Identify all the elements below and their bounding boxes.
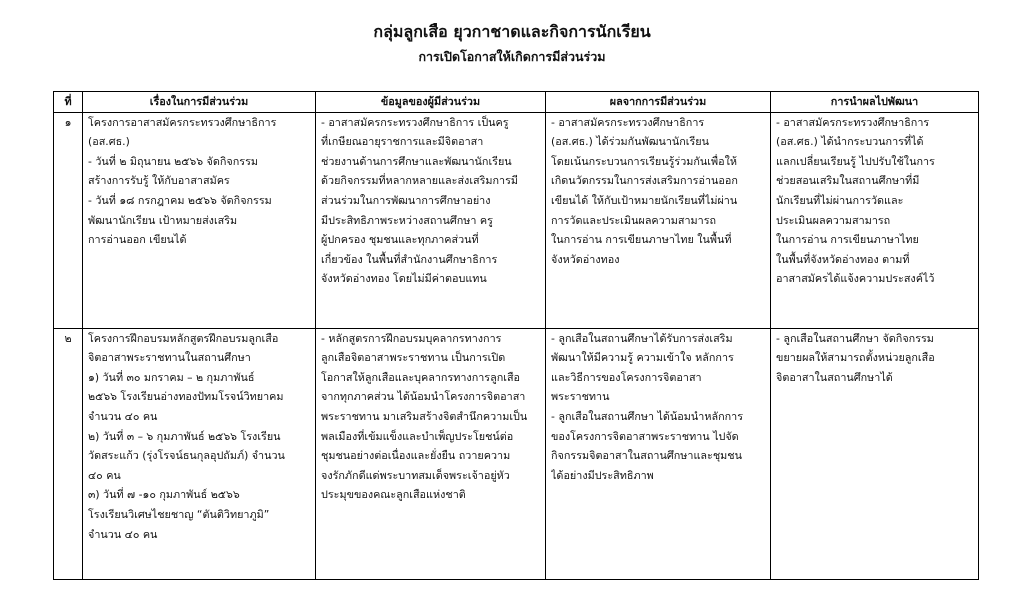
cell-line: ลูกเสือจิตอาสาพระราชทาน เป็นการเปิด: [321, 351, 506, 365]
cell-line: ชุมชนอย่างต่อเนื่องและยั่งยืน ถวายความ: [321, 449, 511, 463]
row-number: ๑: [54, 112, 83, 328]
cell-line: มีประสิทธิภาพระหว่างสถานศึกษา ครู: [321, 213, 493, 227]
header-participant-info: ข้อมูลของผู้มีส่วนร่วม: [316, 92, 546, 113]
cell-line: และวิธีการของโครงการจิตอาสา: [551, 370, 702, 384]
cell-line: จำนวน ๔๐ คน: [88, 409, 158, 423]
cell-line: ด้วยกิจกรรมที่หลากหลายและส่งเสริมการมี: [321, 174, 519, 188]
cell-participant-info: [316, 328, 546, 579]
header-development: การนำผลไปพัฒนา: [771, 92, 979, 113]
cell-line: เกิดนวัตกรรมในการส่งเสริมการอ่านออก: [551, 174, 738, 188]
header-result: ผลจากการมีส่วนร่วม: [546, 92, 771, 113]
cell-line: ผู้ปกครอง ชุมชนและทุกภาคส่วนที่: [321, 233, 479, 247]
table-row: [54, 112, 979, 328]
cell-line: สร้างการรับรู้ ให้กับอาสาสมัคร: [88, 174, 230, 188]
cell-line: เขียนได้ ให้กับเป้าหมายนักเรียนที่ไม่ผ่าน: [551, 193, 738, 207]
cell-line: พัฒนานักเรียน เป้าหมายส่งเสริม: [88, 213, 238, 227]
participation-table: [53, 91, 979, 580]
cell-line: กิจกรรมจิตอาสาในสถานศึกษาและชุมชน: [551, 449, 742, 463]
page-subtitle: การเปิดโอกาสให้เกิดการมีส่วนร่วม: [418, 49, 606, 64]
cell-line: - อาสาสมัครกระทรวงศึกษาธิการ เป็นครู: [321, 115, 509, 129]
cell-development: [771, 328, 979, 579]
cell-line: - หลักสูตรการฝึกอบรมบุคลากรทางการ: [321, 331, 502, 345]
cell-line: เกี่ยวข้อง ในพื้นที่สำนักงานศึกษาธิการ: [321, 252, 498, 266]
cell-line: จิตอาสาพระราชทานในสถานศึกษา: [88, 351, 251, 365]
cell-line: โครงการอาสาสมัครกระทรวงศึกษาธิการ: [88, 115, 277, 129]
cell-line: การวัดและประเมินผลความสามารถ: [551, 213, 717, 227]
cell-line: พระราชทาน มาเสริมสร้างจิตสำนึกความเป็น: [321, 409, 528, 423]
header-topic: เรื่องในการมีส่วนร่วม: [83, 92, 316, 113]
cell-line: - ลูกเสือในสถานศึกษา ได้น้อมนำหลักการ: [551, 409, 744, 423]
cell-line: ๒๕๖๖ โรงเรียนอ่างทองปัทมโรจน์วิทยาคม: [88, 390, 284, 404]
cell-result: [546, 112, 771, 328]
cell-line: พลเมืองที่เข้มแข็งและบำเพ็ญประโยชน์ต่อ: [321, 429, 514, 443]
page-title: กลุ่มลูกเสือ ยุวกาชาดและกิจการนักเรียน: [373, 22, 651, 41]
cell-line: - อาสาสมัครกระทรวงศึกษาธิการ: [776, 115, 930, 129]
cell-line: - วันที่ ๒ มิถุนายน ๒๕๖๖ จัดกิจกรรม: [88, 154, 258, 168]
cell-line: ช่วยสอนเสริมในสถานศึกษาที่มี: [776, 174, 920, 188]
cell-line: - วันที่ ๑๘ กรกฎาคม ๒๕๖๖ จัดกิจกรรม: [88, 193, 272, 207]
row-number: ๒: [54, 328, 83, 579]
cell-line: พระราชทาน: [551, 390, 610, 404]
cell-topic: [83, 328, 316, 579]
cell-result: [546, 328, 771, 579]
cell-line: ประมุขของคณะลูกเสือแห่งชาติ: [321, 488, 466, 502]
cell-line: ในพื้นที่จังหวัดอ่างทอง ตามที่: [776, 252, 910, 266]
cell-line: ๒) วันที่ ๓ – ๖ กุมภาพันธ์ ๒๕๖๖ โรงเรียน: [88, 429, 281, 443]
table-row: [54, 328, 979, 579]
cell-line: ๑) วันที่ ๓๐ มกราคม – ๒ กุมภาพันธ์: [88, 370, 255, 384]
cell-line: จิตอาสาในสถานศึกษาได้: [776, 370, 893, 384]
cell-line: โครงการฝึกอบรมหลักสูตรฝึกอบรมลูกเสือ: [88, 331, 279, 345]
cell-line: ของโครงการจิตอาสาพระราชทาน ไปจัด: [551, 429, 739, 443]
cell-line: ส่วนร่วมในการพัฒนาการศึกษาอย่าง: [321, 193, 491, 207]
cell-line: ได้อย่างมีประสิทธิภาพ: [551, 468, 654, 482]
cell-participant-info: [316, 112, 546, 328]
cell-line: การอ่านออก เขียนได้: [88, 233, 187, 247]
cell-line: วัดสระแก้ว (รุ่งโรจน์ธนกุลอุปถัมภ์) จำนวน: [88, 449, 285, 463]
cell-line: ช่วยงานด้านการศึกษาและพัฒนานักเรียน: [321, 154, 512, 168]
cell-line: จังหวัดอ่างทอง โดยไม่มีค่าตอบแทน: [321, 272, 487, 286]
cell-line: - ลูกเสือในสถานศึกษาได้รับการส่งเสริม: [551, 331, 733, 345]
cell-line: (อส.ศธ.) ได้นำกระบวนการที่ได้: [776, 135, 924, 149]
cell-line: ที่เกษียณอายุราชการและมีจิตอาสา: [321, 135, 484, 149]
cell-line: จำนวน ๔๐ คน: [88, 527, 158, 541]
cell-line: โรงเรียนวิเศษไชยชาญ “ตันติวิทยาภูมิ”: [88, 507, 270, 521]
header-number: ที่: [54, 92, 83, 113]
cell-line: ในการอ่าน การเขียนภาษาไทย: [776, 233, 919, 247]
cell-line: ประเมินผลความสามารถ: [776, 213, 891, 227]
cell-line: แลกเปลี่ยนเรียนรู้ ไปปรับใช้ในการ: [776, 154, 935, 168]
cell-line: ๔๐ คน: [88, 468, 121, 482]
cell-line: นักเรียนที่ไม่ผ่านการวัดและ: [776, 193, 904, 207]
cell-line: - ลูกเสือในสถานศึกษา จัดกิจกรรม: [776, 331, 934, 345]
cell-line: (อส.ศธ.): [88, 135, 130, 149]
cell-line: อาสาสมัครได้แจ้งความประสงค์ไว้: [776, 272, 935, 286]
cell-line: พัฒนาให้มีความรู้ ความเข้าใจ หลักการ: [551, 351, 734, 365]
cell-line: ๓) วันที่ ๗ -๑๐ กุมภาพันธ์ ๒๕๖๖: [88, 488, 240, 502]
cell-topic: [83, 112, 316, 328]
cell-line: จังหวัดอ่างทอง: [551, 252, 620, 266]
cell-line: จงรักภักดีแด่พระบาทสมเด็จพระเจ้าอยู่หัว: [321, 468, 510, 482]
cell-line: (อส.ศธ.) ได้ร่วมกันพัฒนานักเรียน: [551, 135, 710, 149]
cell-line: - อาสาสมัครกระทรวงศึกษาธิการ: [551, 115, 705, 129]
cell-line: โอกาสให้ลูกเสือและบุคลากรทางการลูกเสือ: [321, 370, 521, 384]
cell-line: ขยายผลให้สามารถตั้งหน่วยลูกเสือ: [776, 351, 935, 365]
table-header-row: [54, 92, 979, 113]
cell-line: โดยเน้นกระบวนการเรียนรู้ร่วมกันเพื่อให้: [551, 154, 737, 168]
cell-line: ในการอ่าน การเขียนภาษาไทย ในพื้นที่: [551, 233, 732, 247]
cell-development: [771, 112, 979, 328]
cell-line: จากทุกภาคส่วน ได้น้อมนำโครงการจิตอาสา: [321, 390, 526, 404]
